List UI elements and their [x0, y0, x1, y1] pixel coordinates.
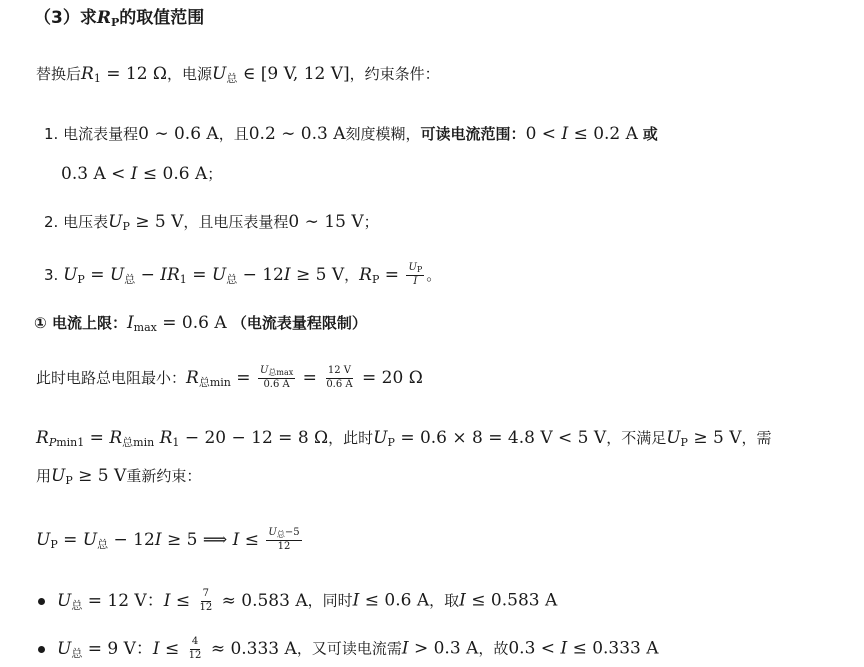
bullet-dot-icon [38, 646, 45, 653]
step-1-heading: ① 电流上限：$I_{max} = 0.6$ A （电流表量程限制） [34, 313, 367, 334]
section-title: （3）求$R_P$的取值范围 [34, 8, 205, 29]
constraint-1-cont: 0.3 A < I ≤ 0.6 A； [61, 164, 223, 184]
inequality-line: $U_P = U_总 - 12I \ge 5$ ⟹ I ≤ $U_总-5$ 12 [36, 527, 300, 553]
constraint-2: 2. 电压表$U_P \ge 5$ V，且电压表量程0 ∼ 15 V； [44, 212, 379, 233]
bullet-9v: $U_总 = 9$ V：I ≤ $\frac{4}{12}$ ≈ 0.333 A，又可读电流需I > 0.3 A，故0.3 < I ≤ 0.333 A [38, 637, 659, 661]
constraint-1: 1. 电流表量程0 ∼ 0.6 A，且0.2 ∼ 0.3 A刻度模糊，可读电流范围：0 < I ≤ 0.2 A 或 [44, 124, 658, 144]
rmin-line: 此时电路总电阻最小：$R_{总min}$ = $U_{总max}$ 0.6 A = $\frac{12 V}{0.6 A}$ = 20 Ω [36, 365, 423, 391]
bullet-dot-icon [38, 598, 45, 605]
rpmin-line-cont: 用$U_P \ge 5$ V重新约束： [36, 466, 202, 487]
intro-line: 替换后$R_1 = 12$ Ω，电源$U_总$ ∈ [9 V, 12 V]，约束条件： [36, 64, 440, 85]
bullet-12v: $U_总 = 12$ V：I ≤ $\frac{7}{12}$ ≈ 0.583 A，同时I ≤ 0.6 A，取I ≤ 0.583 A [38, 589, 557, 613]
rpmin-line: $R_{Pmin1} = R_{总min}$ $R_1 - 20 - 12 = 8$ Ω，此时$U_P = 0.6 \times 8 = 4.8$ V < 5 V，不满足$U_P \ge 5$ V，需 [36, 428, 772, 449]
constraint-3: 3. $U_P = U_总 - IR_1 = U_总 - 12I \ge 5$ V，$R_P$ = $\frac{U_P}{I}$ 。 [44, 262, 442, 288]
